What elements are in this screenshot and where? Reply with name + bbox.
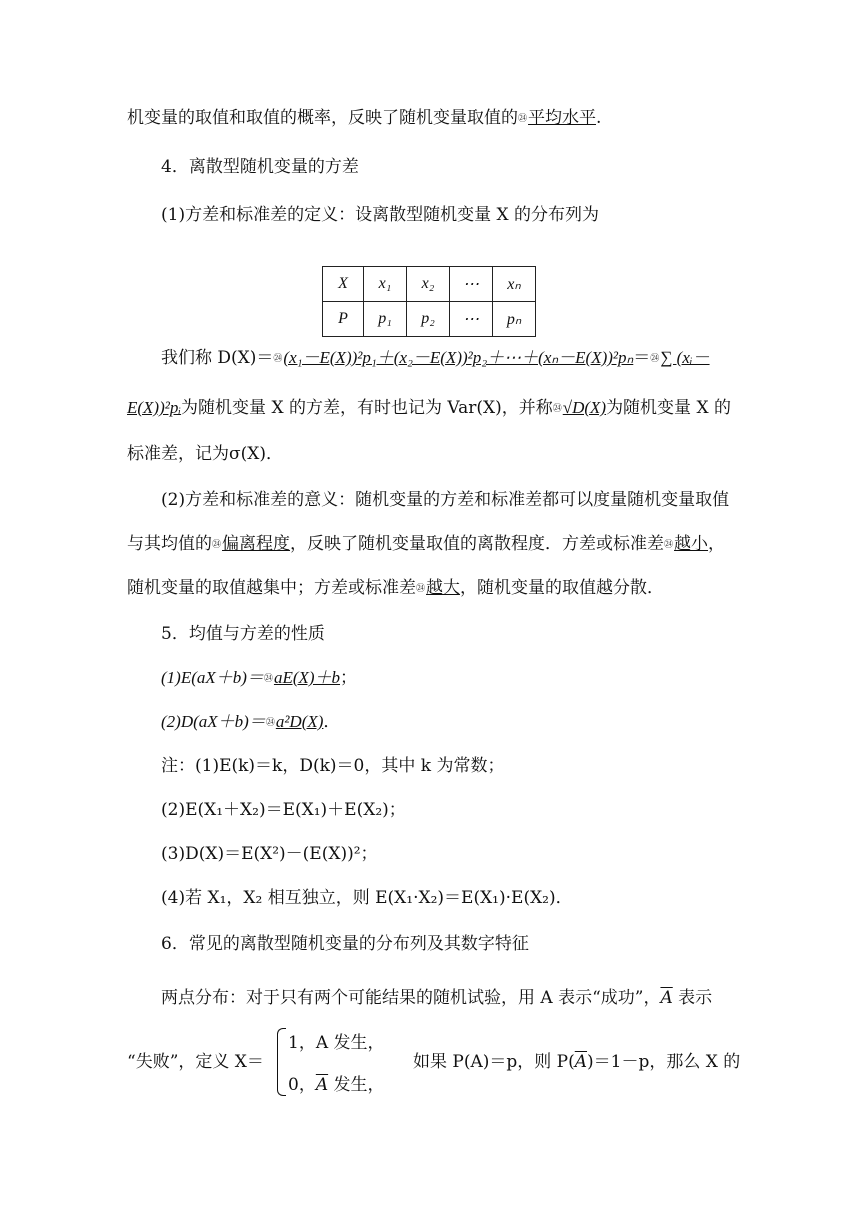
note-line: (2)E(X₁＋X₂)＝E(X₁)＋E(X₂)； — [161, 800, 406, 820]
complement-a: $\overline{A}$ — [660, 988, 673, 1008]
section-heading: 4．离散型随机变量的方差 — [161, 157, 359, 177]
note-line: (3)D(X)＝E(X²)－(E(X))²； — [161, 844, 378, 864]
piecewise-brace — [277, 1028, 286, 1096]
text-line: 机变量的取值和取值的概率，反映了随机变量取值的㉔平均水平. — [127, 108, 602, 128]
fill-blank: 平均水平 — [528, 108, 597, 128]
blank-tag: ㉔ — [518, 114, 528, 124]
fill-blank: E(X))²pᵢ — [127, 398, 182, 417]
fill-blank: a²D(X) — [275, 712, 324, 731]
text-line: 与其均值的㉔偏离程度，反映了随机变量取值的离散程度．方差或标准差㉔越小， — [127, 534, 726, 554]
fill-blank: (x₁－E(X))²p₁＋(x₂－E(X))²p₂＋⋯＋(xₙ－E(X))²pₙ — [283, 348, 634, 367]
fill-blank: 越小 — [674, 534, 709, 554]
text-line: 两点分布：对于只有两个可能结果的随机试验，用 A 表示“成功”，$\overline{A}$ 表示 — [161, 988, 713, 1008]
text-line: “失败”，定义 X＝ — [127, 1052, 264, 1072]
note-line: (4)若 X₁，X₂ 相互独立，则 E(X₁·X₂)＝E(X₁)·E(X₂)． — [161, 888, 573, 908]
fill-blank: aE(X)＋b — [273, 668, 341, 687]
formula-line: (1)E(aX＋b)＝㉔aE(X)＋b； — [161, 668, 358, 688]
table-row: X x₁ x₂ ⋯ xₙ — [323, 267, 536, 302]
distribution-table — [322, 266, 536, 337]
fill-blank: √D(X) — [562, 398, 607, 417]
fill-blank: ∑ (xᵢ－ — [660, 348, 710, 367]
fill-blank: 越大 — [426, 578, 461, 598]
text-line: (1)方差和标准差的定义：设离散型随机变量 X 的分布列为 — [161, 205, 599, 225]
section-heading: 6．常见的离散型随机变量的分布列及其数字特征 — [161, 934, 529, 954]
formula-line: (2)D(aX＋b)＝㉔a²D(X)． — [161, 712, 341, 732]
case-line: 0，$\overline{A}$ 发生， — [288, 1075, 385, 1095]
formula-line: E(X))²pᵢ为随机变量 X 的方差，有时也记为 Var(X)，并称㉔√D(X)为随机变量 X 的 — [127, 398, 731, 418]
fill-blank: 偏离程度 — [222, 534, 291, 554]
text-line: 随机变量的取值越集中；方差或标准差㉔越大，随机变量的取值越分散． — [127, 578, 665, 598]
formula-line: 我们称 D(X)＝㉔(x₁－E(X))²p₁＋(x₂－E(X))²p₂＋⋯＋(xₙ－E(X))²pₙ＝㉔∑ (xᵢ－ — [161, 348, 710, 368]
note-line: 注：(1)E(k)＝k，D(k)＝0，其中 k 为常数； — [161, 756, 505, 776]
table-row: P p₁ p₂ ⋯ pₙ — [323, 302, 536, 337]
text-line: 标准差，记为σ(X)． — [127, 444, 283, 464]
case-line: 1，A 发生， — [288, 1033, 385, 1053]
text-line: 如果 P(A)＝p，则 $P(\overline{A})=1-p$，那么 X 的 — [413, 1052, 741, 1072]
section-heading: 5．均值与方差的性质 — [161, 624, 325, 644]
text-line: (2)方差和标准差的意义：随机变量的方差和标准差都可以度量随机变量取值 — [161, 490, 730, 510]
